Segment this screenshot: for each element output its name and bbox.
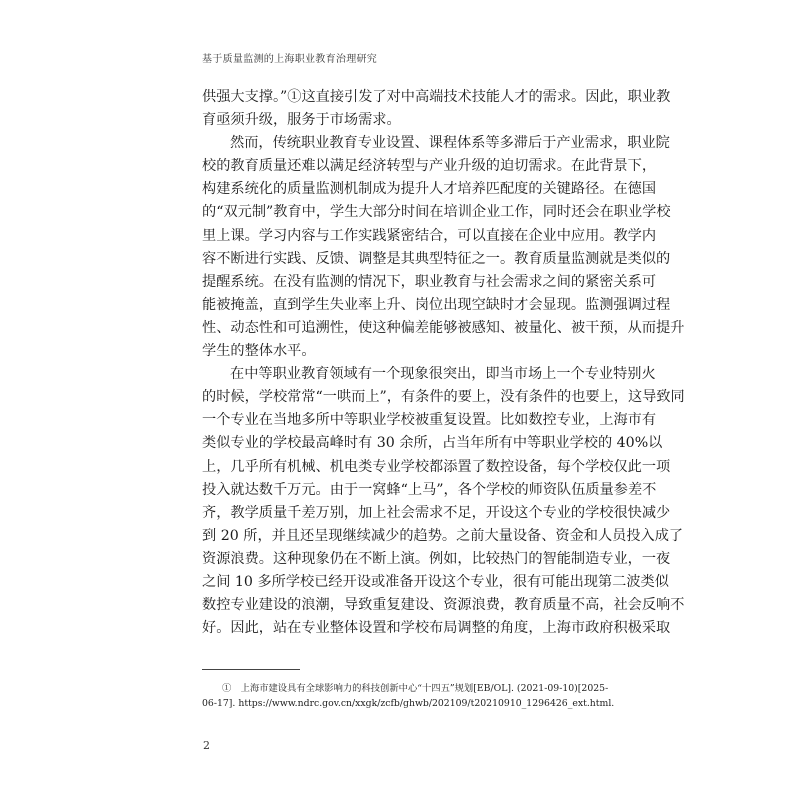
paragraph-line: 类似专业的学校最高峰时有 30 余所，占当年所有中等职业学校的 40%以 xyxy=(202,435,663,452)
footnote-divider xyxy=(202,669,300,670)
paragraph-line: 供强大支撑。”①这直接引发了对中高端技术技能人才的需求。因此，职业教 xyxy=(202,89,671,105)
paragraph-line: 到 20 所，并且还呈现继续减少的趋势。之前大量设备、资金和人员投入成了 xyxy=(202,527,684,544)
paragraph-line: 性、动态性和可追溯性，使这种偏差能够被感知、被量化、被干预，从而提升 xyxy=(202,319,685,336)
paragraph-line: 的“双元制”教育中，学生大部分时间在培训企业工作，同时还会在职业学校 xyxy=(202,204,671,221)
paragraph-line: 资源浪费。这种现象仍在不断上演。例如，比较热门的智能制造专业，一夜 xyxy=(202,550,671,567)
paragraph-line: 齐，教学质量千差万别，加上社会需求不足，开设这个专业的学校很快减少 xyxy=(202,504,671,521)
page-number: 2 xyxy=(203,739,210,752)
paragraph-line: 一个专业在当地多所中等职业学校被重复设置。比如数控专业，上海市有 xyxy=(202,412,657,429)
paragraph-line: 上，几乎所有机械、机电类专业学校都添置了数控设备，每个学校仅此一项 xyxy=(202,458,671,475)
running-header: 基于质量监测的上海职业教育治理研究 xyxy=(202,54,378,65)
footnote-line: 06-17]. https://www.ndrc.gov.cn/xxgk/zcfb/ghwb/202109/t20210910_1296426_ext.html. xyxy=(202,698,615,709)
paragraph-line: 构建系统化的质量监测机制成为提升人才培养匹配度的关键路径。在德国 xyxy=(202,181,657,198)
body-text xyxy=(202,86,685,640)
paragraph-line: 里上课。学习内容与工作实践紧密结合，可以直接在企业中应用。教学内 xyxy=(202,227,657,244)
paragraph-line: 育亟须升级，服务于市场需求。 xyxy=(202,112,401,129)
paragraph-line: 校的教育质量还难以满足经济转型与产业升级的迫切需求。在此背景下， xyxy=(202,158,657,175)
footnote-line: ① 上海市建设具有全球影响力的科技创新中心“十四五”规划[EB/OL]. (2021-09-10)[2025- xyxy=(222,683,609,694)
paragraph-line: 之间 10 多所学校已经开设或准备开设这个专业，很有可能出现第二波类似 xyxy=(202,573,669,590)
paragraph-line: 能被掩盖，直到学生失业率上升、岗位出现空缺时才会显现。监测强调过程 xyxy=(202,296,671,313)
paragraph-line: 然而，传统职业教育专业设置、课程体系等多滞后于产业需求，职业院 xyxy=(230,135,670,152)
footnote xyxy=(202,681,615,711)
paragraph-line: 投入就达数千万元。由于一窝蜂“上马”，各个学校的师资队伍质量参差不 xyxy=(202,481,657,498)
paragraph-line: 容不断进行实践、反馈、调整是其典型特征之一。教育质量监测就是类似的 xyxy=(202,250,671,267)
paragraph-line: 提醒系统。在没有监测的情况下，职业教育与社会需求之间的紧密关系可 xyxy=(202,273,657,290)
paragraph-line: 在中等职业教育领域有一个现象很突出，即当市场上一个专业特别火 xyxy=(230,366,656,383)
paragraph-line: 学生的整体水平。 xyxy=(202,343,316,360)
paragraph-line: 的时候，学校常常“一哄而上”，有条件的要上，没有条件的也要上，这导致同 xyxy=(202,389,685,406)
paragraph-line: 数控专业建设的浪潮，导致重复建设、资源浪费，教育质量不高，社会反响不 xyxy=(202,597,685,614)
paragraph-line: 好。因此，站在专业整体设置和学校布局调整的角度，上海市政府积极采取 xyxy=(202,620,671,637)
